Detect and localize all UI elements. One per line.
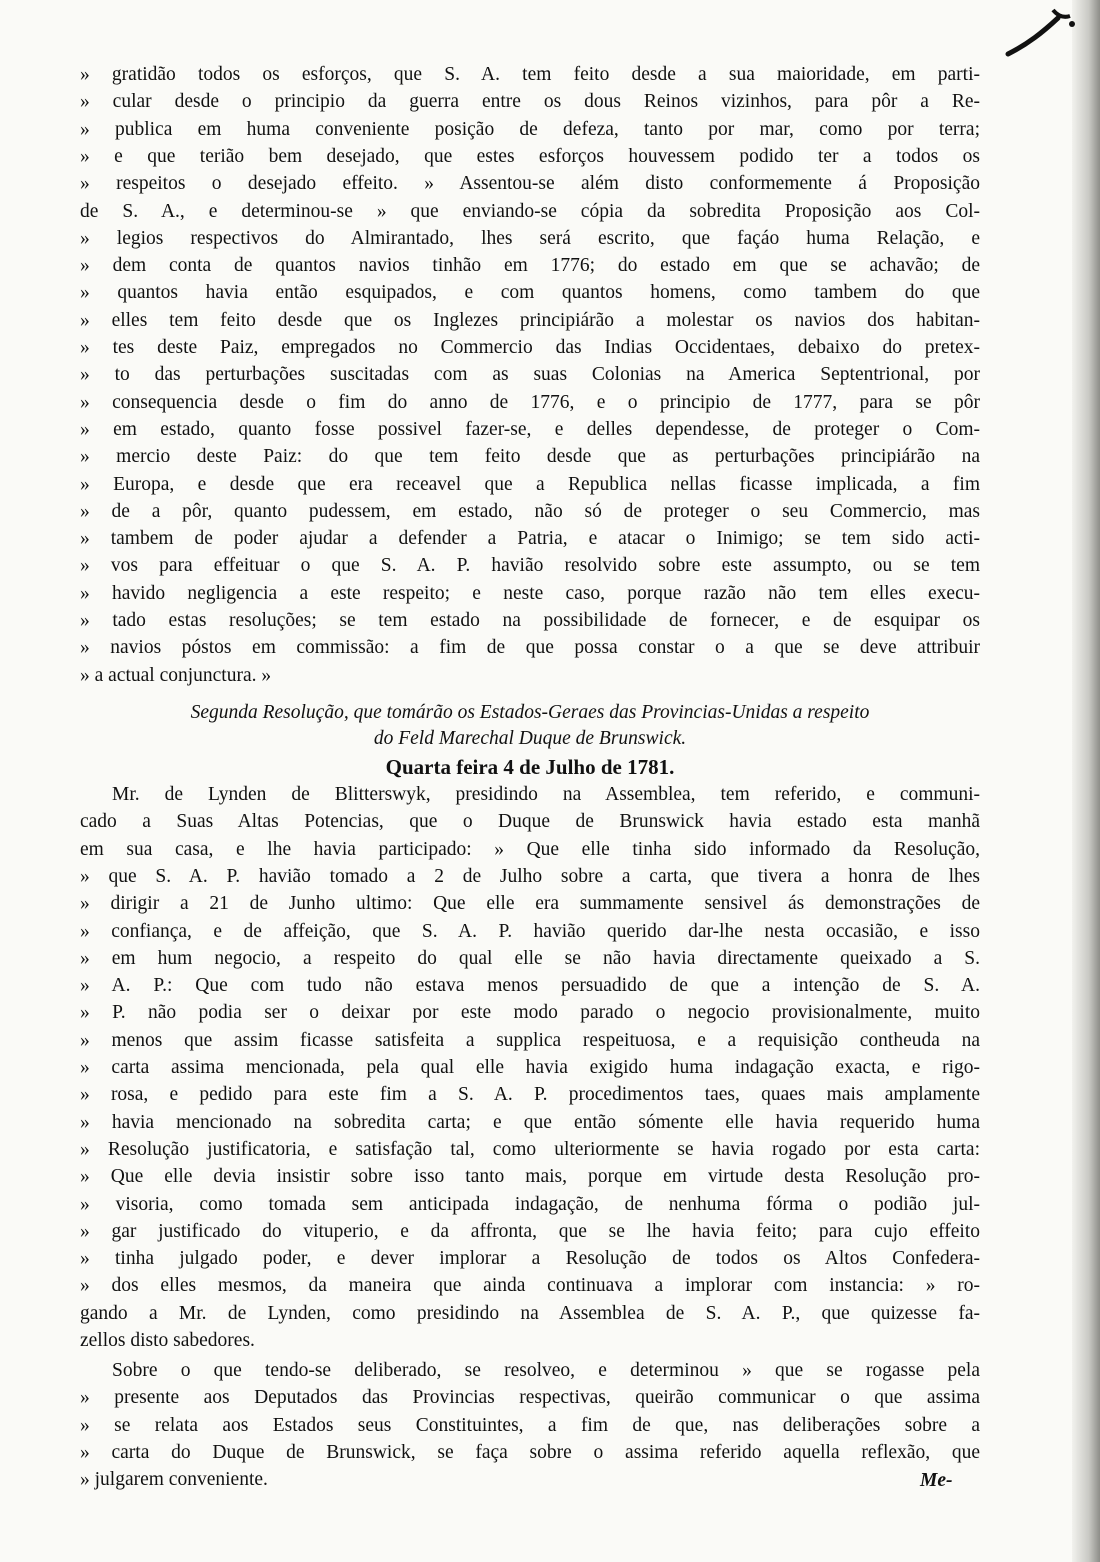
text-line: em sua casa, e lhe havia participado: » Que elle tinha sido informado da Resolução, (80, 838, 980, 860)
text-line: gando a Mr. de Lynden, como presidindo na Assemblea de S. A. P., que quizesse fa- (80, 1302, 980, 1324)
text-line: » de a pôr, quanto pudessem, em estado, não só de proteger o seu Commercio, mas (80, 500, 980, 522)
text-line: » tinha julgado poder, e dever implorar a Resolução de todos os Altos Confedera- (80, 1248, 980, 1270)
text-line: » visoria, como tomada sem anticipada indagação, de nenhuma fórma o podião jul- (80, 1193, 980, 1215)
text-line: » mercio deste Paiz: do que tem feito desde que as perturbações principiárão na (80, 446, 980, 468)
text-line: » dos elles mesmos, da maneira que ainda continuava a implorar com instancia: » ro- (80, 1275, 980, 1297)
text-line: » vos para effeituar o que S. A. P. havião resolvido sobre este assumpto, ou se tem (80, 555, 980, 577)
text-line: » Resolução justificatoria, e satisfação tal, como ulteriormente se havia rogado por esta carta: (80, 1138, 980, 1160)
text-line: » a actual conjunctura. » (80, 664, 272, 686)
text-line: » se relata aos Estados seus Constituintes, a fim de que, nas deliberações sobre a (80, 1414, 980, 1436)
text-line: » gratidão todos os esforços, que S. A. tem feito desde a sua maioridade, em parti- (80, 64, 980, 85)
text-line: » consequencia desde o fim do anno de 1776, e o principio de 1777, para se pôr (80, 391, 980, 413)
text-line: » havido negligencia a este respeito; e neste caso, porque razão não tem elles execu- (80, 582, 980, 604)
text-line: » rosa, e pedido para este fim a S. A. P. procedimentos taes, quaes mais amplamente (80, 1084, 980, 1106)
text-line: » tes deste Paiz, empregados no Commercio das Indias Occidentaes, debaixo do pretex- (80, 337, 980, 358)
page-edge-shadow (1072, 0, 1100, 1562)
text-line: » to das perturbações suscitadas com as suas Colonias na America Septentrional, por (80, 364, 980, 386)
text-line: » cular desde o principio da guerra entre os dous Reinos vizinhos, para pôr a Re- (80, 91, 980, 113)
text-line: Mr. de Lynden de Blitterswyk, presidindo na Assemblea, tem referido, e communi- (112, 784, 980, 805)
text-line: » Europa, e desde que era receavel que a Republica nellas ficasse implicada, a fim (80, 473, 980, 495)
section-date: Quarta feira 4 de Julho de 1781. (385, 755, 675, 779)
section-heading-line-1: Segunda Resolução, que tomárão os Estados-Geraes das Provincias-Unidas a respeito (190, 702, 870, 723)
text-line: cado a Suas Altas Potencias, que o Duque de Brunswick havia estado esta manhã (80, 811, 980, 833)
text-line: de S. A., e determinou-se » que enviando-se cópia da sobredita Proposição aos Col- (80, 200, 980, 222)
text-line: » carta do Duque de Brunswick, se faça sobre o assima referido aquella reflexão, que (80, 1441, 980, 1463)
catchword: Me- (920, 1470, 953, 1491)
text-line: » gar justificado do vituperio, e da affronta, que se lhe havia feito; para cujo effeito (80, 1220, 980, 1242)
text-line: » elles tem feito desde que os Inglezes principiárão a molestar os navios dos habitan- (80, 309, 980, 331)
text-line: » legios respectivos do Almirantado, lhes será escrito, que façáo huma Relação, e (80, 227, 980, 249)
text-line: Sobre o que tendo-se deliberado, se resolveo, e determinou » que se rogasse pela (112, 1360, 980, 1381)
text-line: » Que elle devia insistir sobre isso tanto mais, porque em virtude desta Resolução pro- (80, 1166, 980, 1188)
text-line: » menos que assim ficasse satisfeita a supplica respeituosa, e a requisição contheuda na (80, 1029, 980, 1051)
text-line: » tambem de poder ajudar a defender a Patria, e atacar o Inimigo; se tem sido acti- (80, 528, 980, 550)
text-line: » P. não podia ser o deixar por este modo parado o negocio provisionalmente, muito (80, 1002, 980, 1024)
ink-flourish-mark (998, 4, 1078, 64)
text-line: » dem conta de quantos navios tinhão em 1776; do estado em que se achavão; de (80, 255, 980, 277)
text-line: » que S. A. P. havião tomado a 2 de Julho sobre a carta, que tivera a honra de lhes (80, 865, 980, 887)
text-line: » julgarem conveniente. (80, 1469, 268, 1491)
text-line: » A. P.: Que com tudo não estava menos persuadido de que a intenção de S. A. (80, 975, 980, 997)
text-line: » dirigir a 21 de Junho ultimo: Que elle era summamente sensivel ás demonstrações de (80, 893, 980, 915)
text-line: » havia mencionado na sobredita carta; e que então sómente elle havia requerido huma (80, 1111, 980, 1133)
text-line: » quantos havia então esquipados, e com quantos homens, como tambem do que (80, 282, 980, 304)
text-line: » em estado, quanto fosse possivel fazer-se, e delles dependesse, de proteger o Com- (80, 418, 980, 440)
text-line: » presente aos Deputados das Provincias respectivas, queirão communicar o que assima (80, 1387, 980, 1409)
text-line: » respeitos o desejado effeito. » Assentou-se além disto conformemente á Proposição (80, 173, 980, 195)
text-line: zellos disto sabedores. (80, 1330, 255, 1351)
text-line: » tado estas resoluções; se tem estado na possibilidade de fornecer, e de esquipar os (80, 610, 980, 631)
text-line: » confiança, e de affeição, que S. A. P. havião querido dar-lhe nesta occasião, e isso (80, 920, 980, 942)
section-heading-line-2: do Feld Marechal Duque de Brunswick. (373, 728, 687, 749)
text-line: » navios póstos em commissão: a fim de que possa constar o a que se deve attribuir (80, 637, 980, 659)
text-line: » carta assima mencionada, pela qual elle havia exigido huma indagação exacta, e rigo- (80, 1057, 980, 1078)
text-line: » em hum negocio, a respeito do qual elle se não havia directamente queixado a S. (80, 947, 980, 969)
text-line: » publica em huma conveniente posição de defeza, tanto por mar, como por terra; (80, 118, 980, 140)
text-line: » e que terião bem desejado, que estes esforços houvessem podido ter a todos os (80, 145, 980, 167)
